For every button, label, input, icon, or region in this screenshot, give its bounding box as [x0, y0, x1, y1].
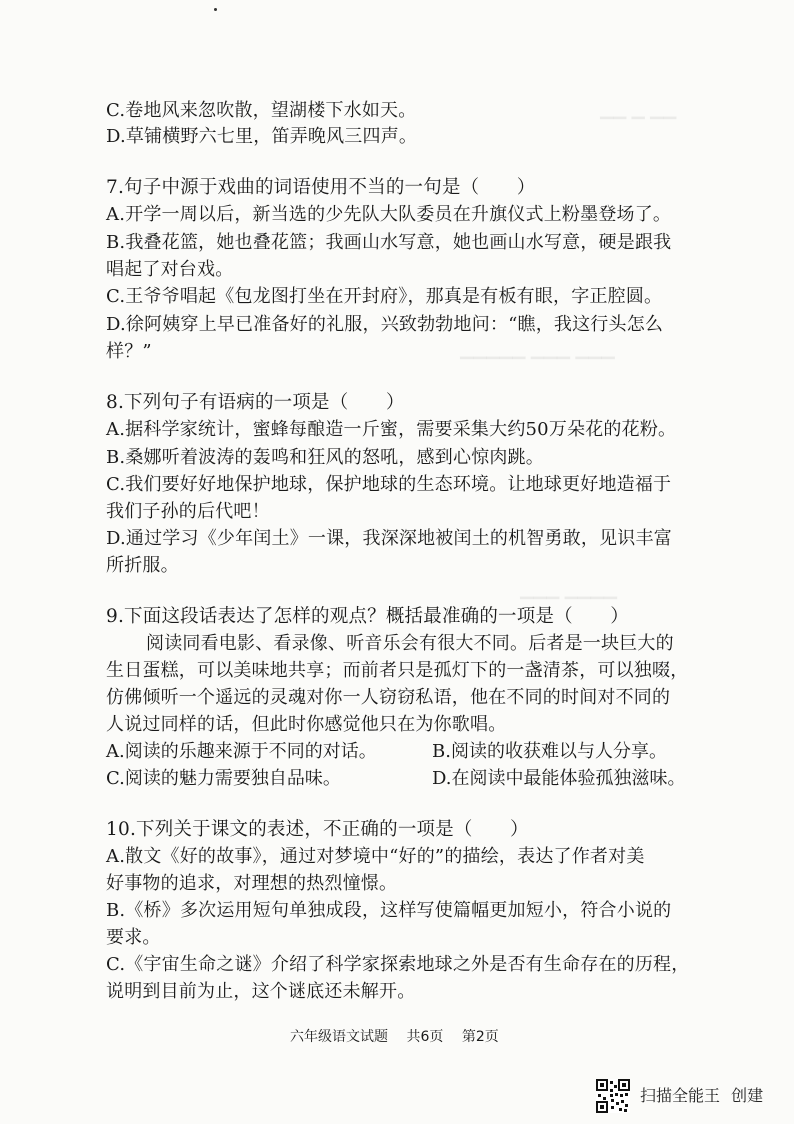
page-footer	[290, 1028, 513, 1046]
q8-option-d: D.通过学习《少年闰土》一课，我深深地被闰土的机智勇敢，见识丰富	[106, 528, 672, 549]
q9-passage-line: 人说过同样的话，但此时你感觉他只在为你歌唱。	[106, 714, 507, 735]
q8-stem: 8.下列句子有语病的一项是（ ）	[106, 392, 405, 413]
scanner-watermark	[596, 1079, 786, 1115]
footer-total-pages: 共6页	[406, 1029, 444, 1045]
q10-option-c-cont: 说明到目前为止，这个谜底还未解开。	[106, 981, 416, 1002]
bleed-through: ▁▁▁ ▁▁▁▁	[520, 580, 617, 600]
q9-stem: 9.下面这段话表达了怎样的观点？概括最准确的一项是（ ）	[106, 606, 629, 627]
q9-option-c: C.阅读的魅力需要独自品味。	[106, 768, 341, 789]
footer-subject: 六年级语文试题	[290, 1029, 388, 1045]
footer-page-number: 第2页	[461, 1029, 499, 1045]
q6-option-c: C.卷地风来忽吹散，望湖楼下水如天。	[106, 100, 417, 121]
qr-code-icon	[596, 1079, 630, 1113]
bleed-through: ▁▁ ▁ ▁▁	[600, 100, 677, 120]
q9-option-a: A.阅读的乐趣来源于不同的对话。	[106, 741, 377, 762]
q9-option-d: D.在阅读中最能体验孤独滋味。	[432, 768, 686, 789]
q10-option-b: B.《桥》多次运用短句单独成段，这样写使篇幅更加短小，符合小说的	[106, 900, 672, 921]
scan-speck	[214, 8, 217, 11]
q8-option-b: B.桑娜听着波涛的轰鸣和狂风的怒吼，感到心惊肉跳。	[106, 447, 544, 468]
q10-option-a-cont: 好事物的追求，对理想的热烈憧憬。	[106, 873, 398, 894]
q8-option-c-cont: 我们子孙的后代吧！	[106, 501, 270, 522]
q6-option-d: D.草铺横野六七里，笛弄晚风三四声。	[106, 126, 418, 147]
watermark-action: 创建	[731, 1086, 764, 1105]
q7-option-d: D.徐阿姨穿上早已准备好的礼服，兴致勃勃地问：“瞧，我这行头怎么	[106, 314, 664, 335]
q10-stem: 10.下列关于课文的表述，不正确的一项是（ ）	[106, 819, 529, 840]
q8-option-d-cont: 所折服。	[106, 555, 179, 576]
q8-option-c: C.我们要好好地保护地球，保护地球的生态环境。让地球更好地造福于	[106, 474, 672, 495]
q7-option-d-cont: 样？”	[106, 341, 152, 362]
q7-option-c: C.王爷爷唱起《包龙图打坐在开封府》，那真是有板有眼，字正腔圆。	[106, 286, 663, 307]
q7-option-b: B.我叠花篮，她也叠花篮；我画山水写意，她也画山水写意，硬是跟我	[106, 232, 672, 253]
q10-option-a: A.散文《好的故事》，通过对梦境中“好的”的描绘，表达了作者对美	[106, 846, 645, 867]
q10-option-c: C.《宇宙生命之谜》介绍了科学家探索地球之外是否有生命存在的历程，	[106, 954, 690, 975]
q7-option-a: A.开学一周以后，新当选的少先队大队委员在升旗仪式上粉墨登场了。	[106, 204, 672, 225]
watermark-text	[640, 1085, 763, 1107]
q8-option-a: A.据科学家统计，蜜蜂每酿造一斤蜜，需要采集大约50万朵花的花粉。	[106, 419, 677, 440]
q9-passage-line: 阅读同看电影、看录像、听音乐会有很大不同。后者是一块巨大的	[146, 633, 674, 654]
q9-passage-line: 生日蛋糕，可以美味地共享；而前者只是孤灯下的一盏清茶，可以独啜，	[106, 660, 689, 681]
q9-passage-line: 仿佛倾听一个遥远的灵魂对你一人窃窃私语，他在不同的时间对不同的	[106, 687, 671, 708]
q9-option-b: B.阅读的收获难以与人分享。	[432, 741, 667, 762]
q7-option-b-cont: 唱起了对台戏。	[106, 259, 234, 280]
bleed-through: ▁▁▁▁▁ ▁▁▁ ▁▁▁	[460, 340, 615, 360]
watermark-app-name: 扫描全能王	[640, 1086, 721, 1105]
q7-stem: 7.句子中源于戏曲的词语使用不当的一句是（ ）	[106, 177, 536, 198]
q10-option-b-cont: 要求。	[106, 927, 161, 948]
